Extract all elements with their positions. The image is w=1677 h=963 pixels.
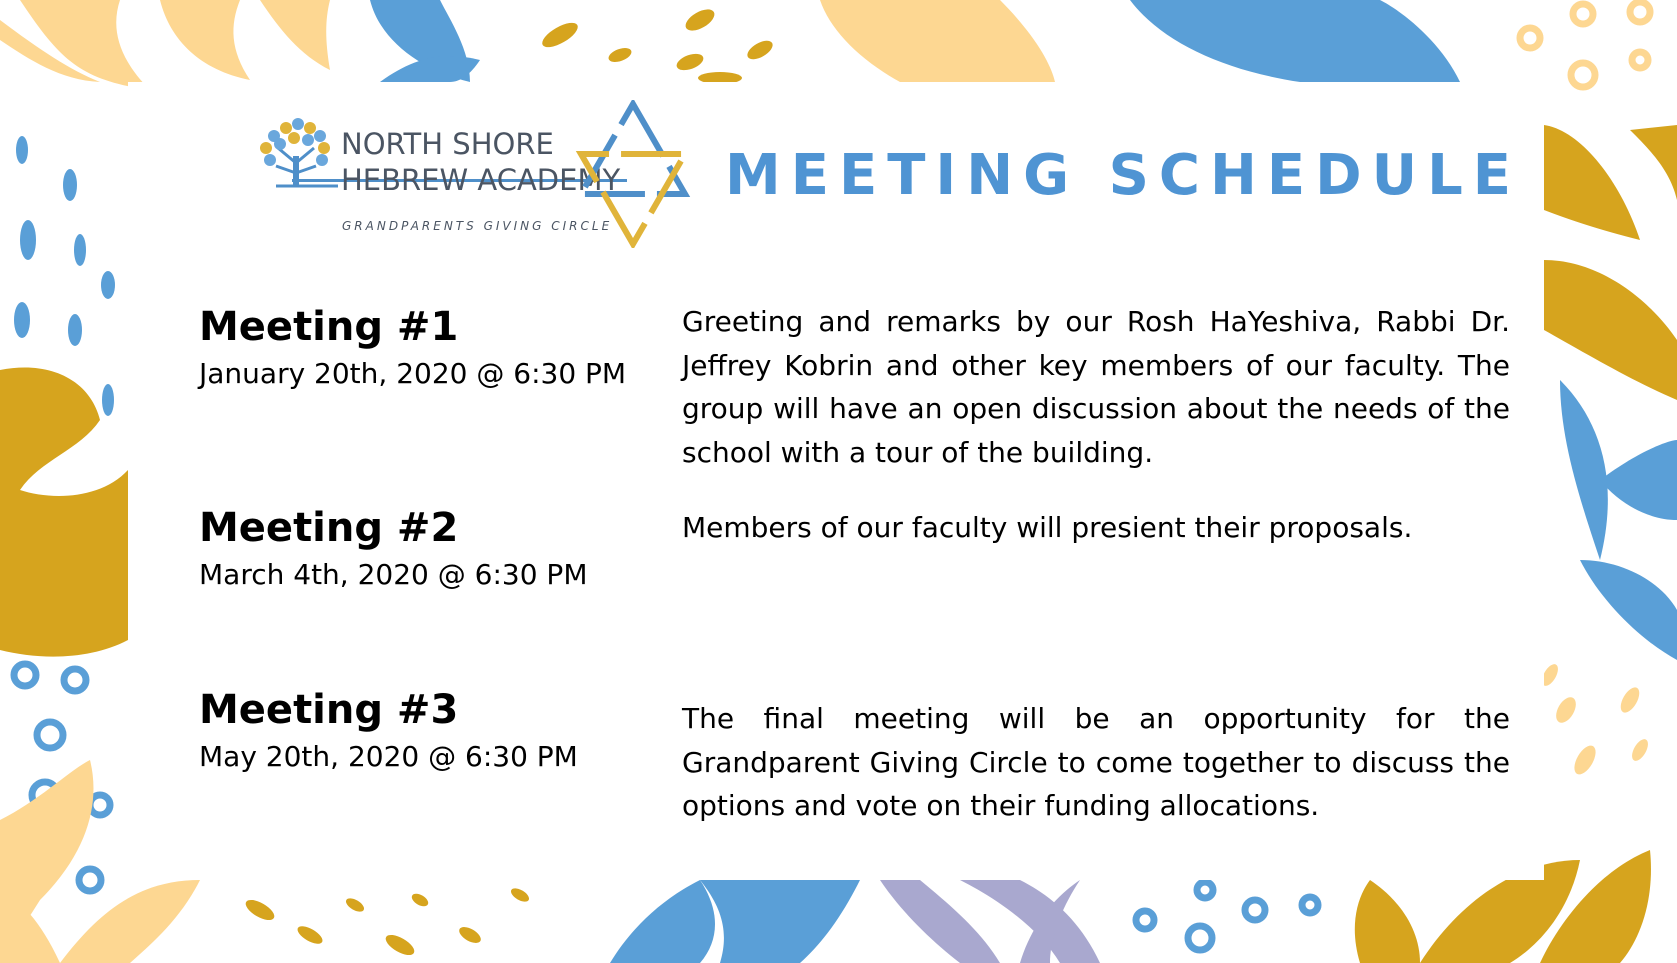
blue-leaf-bottom [610,880,860,963]
meeting-1-description: Greeting and remarks by our Rosh HaYeshiva, Rabbi Dr. Jeffrey Kobrin and other key members of our faculty. The group will have an open discussion about the needs of the school with a tour of the building. [682,305,1510,469]
meeting-3-date: May 20th, 2020 @ 6:30 PM [199,740,578,773]
school-logo [256,100,696,248]
peach-dots-right [1539,662,1651,778]
blue-circles-bottom [1136,882,1318,950]
gold-dots-bottom [243,886,532,959]
meeting-2-description: Members of our faculty will presient their proposals. [682,511,1413,544]
gold-dots-top [539,5,776,84]
logo-subtitle: GRANDPARENTS GIVING CIRCLE [342,219,613,233]
peach-leaf-top-left [0,0,330,90]
star-of-david-icon [571,100,696,248]
peach-circles-top-right [1520,2,1650,87]
meeting-1-date: January 20th, 2020 @ 6:30 PM [199,357,627,390]
blue-branch-right [1560,380,1677,660]
meeting-3-title: Meeting #3 [199,687,459,733]
page-title: MEETING SCHEDULE [725,143,1522,208]
meeting-1-title: Meeting #1 [199,304,459,350]
peach-blob-top [820,0,1055,82]
logo-name-line2: HEBREW ACADEMY [341,163,621,197]
gold-leaf-right [1544,125,1677,400]
tree-icon [256,118,338,196]
lavender-leaf-bottom [880,880,1100,963]
meeting-2-title: Meeting #2 [199,505,459,551]
meeting-2-date: March 4th, 2020 @ 6:30 PM [199,558,588,591]
meeting-3-description: The final meeting will be an opportunity for the Grandparent Giving Circle to come together to discuss the options and vote on their funding allocations. [682,702,1510,822]
logo-name-line1: NORTH SHORE [341,127,554,161]
